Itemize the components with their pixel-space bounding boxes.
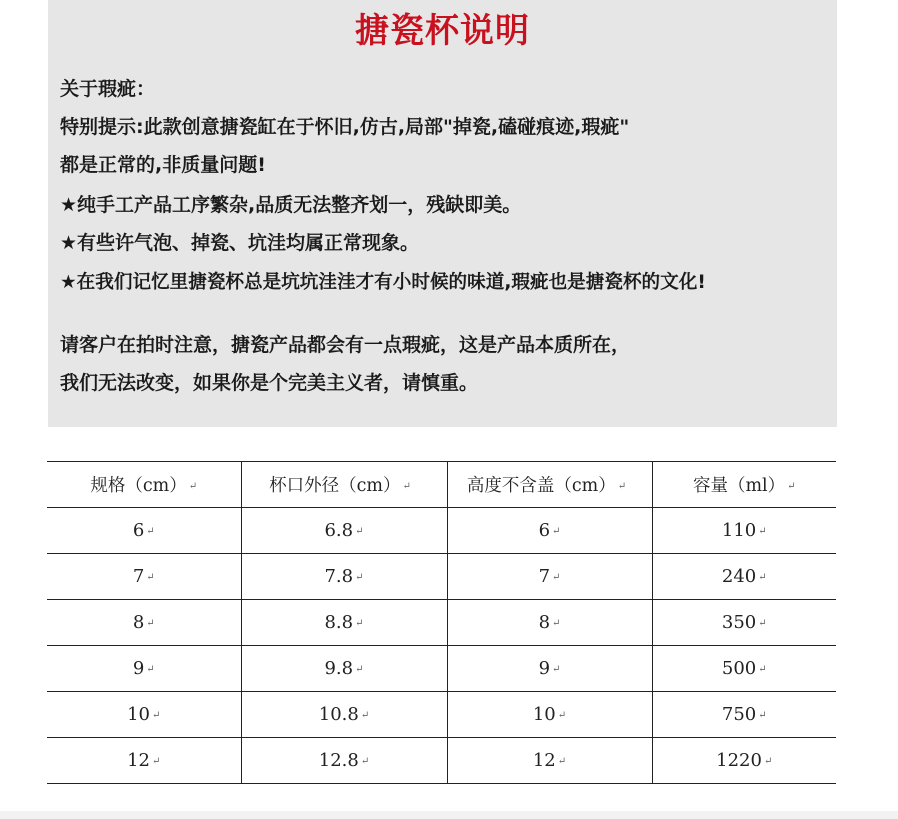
- cell-mark: ↵: [146, 617, 155, 629]
- table-row: [47, 692, 836, 738]
- cell-mark: ↵: [758, 663, 767, 675]
- table-row: [47, 508, 836, 554]
- cell-mark: ↵: [758, 709, 767, 721]
- table-cell: 9 ↵: [447, 646, 652, 692]
- notice-line: 特别提示:此款创意搪瓷缸在于怀旧,仿古,局部"掉瓷,磕碰痕迹,瑕疵": [60, 116, 630, 138]
- table-cell: 6 ↵: [47, 508, 241, 554]
- table-cell: 12 ↵: [447, 738, 652, 784]
- cell-mark: ↵: [146, 663, 155, 675]
- cell-mark: ↵: [758, 525, 767, 537]
- cell-mark: ↵: [552, 571, 561, 583]
- table-cell: 7 ↵: [47, 554, 241, 600]
- bottom-divider: [0, 811, 898, 819]
- notice-line: 请客户在拍时注意，搪瓷产品都会有一点瑕疵，这是产品本质所在，: [60, 334, 631, 356]
- table-cell: 10 ↵: [447, 692, 652, 738]
- cell-mark: ↵: [360, 755, 370, 767]
- table-cell: 750 ↵: [652, 692, 836, 738]
- cell-mark: ↵: [146, 571, 155, 583]
- table-cell: 110 ↵: [652, 508, 836, 554]
- cell-mark: ↵: [787, 481, 796, 492]
- table-cell: 12.8 ↵: [241, 738, 447, 784]
- cell-mark: ↵: [763, 755, 773, 767]
- notice-title: 搪瓷杯说明: [355, 11, 530, 51]
- table-cell: 9 ↵: [47, 646, 241, 692]
- table-cell: 9.8 ↵: [241, 646, 447, 692]
- table-cell: 240 ↵: [652, 554, 836, 600]
- table-cell: 1220 ↵: [652, 738, 836, 784]
- table-row: [47, 600, 836, 646]
- table-row: [47, 554, 836, 600]
- table-cell: 7 ↵: [447, 554, 652, 600]
- cell-mark: ↵: [355, 525, 364, 537]
- cell-mark: ↵: [188, 481, 198, 492]
- cell-mark: ↵: [557, 755, 567, 767]
- cell-mark: ↵: [355, 571, 364, 583]
- cell-mark: ↵: [758, 617, 767, 629]
- cell-mark: ↵: [617, 481, 627, 492]
- table-cell: 6 ↵: [447, 508, 652, 554]
- cell-mark: ↵: [402, 481, 411, 492]
- notice-line: ★在我们记忆里搪瓷杯总是坑坑洼洼才有小时候的味道,瑕疵也是搪瓷杯的文化!: [60, 272, 706, 293]
- cell-mark: ↵: [557, 709, 567, 721]
- cell-mark: ↵: [355, 617, 364, 629]
- header-capacity: 容量（ml） ↵: [652, 462, 836, 508]
- notice-panel: [48, 0, 837, 427]
- table-header-row: [47, 462, 836, 508]
- cell-mark: ↵: [552, 663, 561, 675]
- table-cell: 8 ↵: [47, 600, 241, 646]
- cell-mark: ↵: [152, 755, 161, 767]
- cell-mark: ↵: [355, 663, 364, 675]
- table-cell: 6.8 ↵: [241, 508, 447, 554]
- cell-mark: ↵: [552, 617, 561, 629]
- header-size: 规格（cm） ↵: [47, 462, 241, 508]
- table-cell: 10.8 ↵: [241, 692, 447, 738]
- table-cell: 12 ↵: [47, 738, 241, 784]
- table-cell: 8.8 ↵: [241, 600, 447, 646]
- notice-line: 都是正常的,非质量问题!: [60, 154, 266, 176]
- table-cell: 8 ↵: [447, 600, 652, 646]
- cell-mark: ↵: [360, 709, 370, 721]
- header-rim-diameter: 杯口外径（cm） ↵: [241, 462, 447, 508]
- spec-table: [47, 461, 836, 784]
- cell-mark: ↵: [758, 571, 767, 583]
- notice-line: ★纯手工产品工序繁杂,品质无法整齐划一，残缺即美。: [60, 194, 522, 216]
- notice-line: 我们无法改变，如果你是个完美主义者，请慎重。: [60, 372, 479, 394]
- table-cell: 10 ↵: [47, 692, 241, 738]
- cell-mark: ↵: [146, 525, 155, 537]
- cell-mark: ↵: [552, 525, 561, 537]
- table-cell: 7.8 ↵: [241, 554, 447, 600]
- table-cell: 500 ↵: [652, 646, 836, 692]
- notice-line: ★有些许气泡、掉瓷、坑洼均属正常现象。: [60, 232, 420, 254]
- table-row: [47, 738, 836, 784]
- table-row: [47, 646, 836, 692]
- notice-line: 关于瑕疵：: [60, 78, 156, 100]
- cell-mark: ↵: [152, 709, 161, 721]
- header-height: 高度不含盖（cm） ↵: [447, 462, 652, 508]
- table-cell: 350 ↵: [652, 600, 836, 646]
